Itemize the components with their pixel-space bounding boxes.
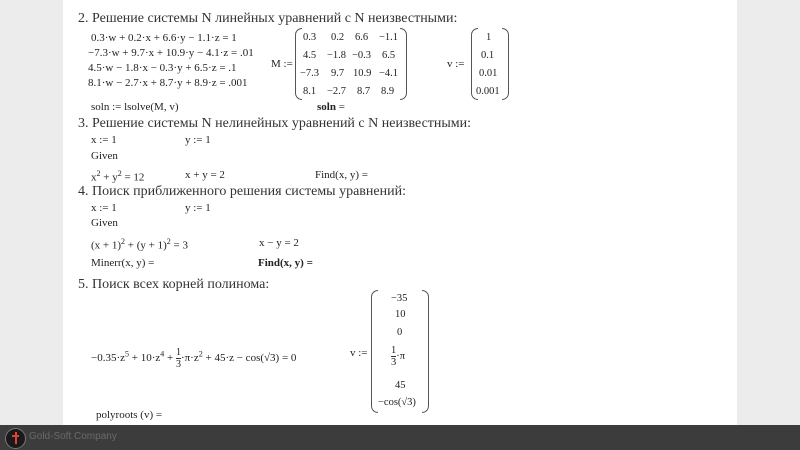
nl-given: Given: [91, 150, 118, 162]
matrix-cell: 8.7: [357, 86, 371, 97]
ap-y-init: y := 1: [185, 202, 211, 214]
vector-v-label: v :=: [447, 58, 465, 70]
matrix-cell: 6.6: [355, 32, 369, 43]
medical-cross-icon: [5, 428, 26, 449]
matrix-cell: 10.9: [353, 68, 372, 79]
matrix-cell: −2.7: [327, 86, 347, 97]
linear-eq-4: 8.1·w − 2.7·x + 8.7·y + 8.9·z = .001: [88, 77, 248, 89]
ap-eq1: $(x + 1)^2 + (y + 1)^2 = 3$: [91, 237, 188, 252]
vector-cell: 0.01: [479, 68, 498, 79]
matrix-cell: 0.3: [303, 32, 317, 43]
vector-cell: 1: [486, 32, 492, 43]
nl-y-init: y := 1: [185, 134, 211, 146]
poly-v-label: v :=: [350, 347, 368, 359]
poly-vector-v: [371, 290, 429, 413]
poly-vector-cell: −cos(√3): [378, 397, 416, 408]
nl-x-init: x := 1: [91, 134, 117, 146]
right-margin-band: [737, 0, 800, 450]
linear-eq-3: 4.5·w − 1.8·x − 0.3·y + 6.5·z = .1: [88, 62, 237, 74]
linear-eq-1: 0.3·w + 0.2·x + 6.6·y − 1.1·z = 1: [91, 32, 237, 44]
matrix-cell: 8.1: [303, 86, 317, 97]
ap-minerr: Minerr(x, y) =: [91, 257, 155, 269]
nl-eq1: $x^2 + y^2 = 12$: [91, 169, 145, 184]
poly-vector-cell: −35: [391, 293, 408, 304]
linear-eq-2: −7.3·w + 9.7·x + 10.9·y − 4.1·z = .01: [88, 47, 254, 59]
ap-eq2: x − y = 2: [259, 237, 299, 249]
matrix-cell: −1.1: [379, 32, 399, 43]
section-2-heading: 2. Решение системы N линейных уравнений с N неизвестными:: [78, 11, 458, 26]
matrix-cell: −4.1: [379, 68, 399, 79]
vector-v: [471, 28, 509, 100]
matrix-cell: 4.5: [303, 50, 317, 61]
nl-find: Find(x, y) =: [315, 169, 368, 181]
nl-eq2: x + y = 2: [185, 169, 225, 181]
footer-bar: [0, 425, 800, 450]
matrix-m: [295, 28, 407, 100]
section-4-heading: 4. Поиск приближенного решения системы уравнений:: [78, 184, 406, 199]
matrix-cell: −0.3: [352, 50, 372, 61]
ap-x-init: x := 1: [91, 202, 117, 214]
ap-find: Find(x, y) =: [258, 257, 313, 269]
soln-definition: soln := lsolve(M, v): [91, 101, 179, 113]
matrix-cell: 9.7: [331, 68, 345, 79]
poly-equation: $-0.35\cdot z^5 + 10\cdot z^4$ + $\frac{1}{3}$ $\cdot\pi\cdot z^2 + 45\cdot z - \cos(√3) = 0$: [91, 347, 297, 370]
matrix-cell: 0.2: [331, 32, 345, 43]
matrix-cell: 8.9: [381, 86, 395, 97]
poly-vector-frac-cell: $\frac{1}{3}$ ·π: [391, 345, 406, 368]
matrix-cell: 6.5: [382, 50, 396, 61]
vector-cell: 0.001: [476, 86, 500, 97]
section-5-heading: 5. Поиск всех корней полинома:: [78, 277, 270, 292]
vector-cell: 0.1: [481, 50, 495, 61]
poly-vector-cell: 45: [395, 380, 406, 391]
matrix-m-label: M :=: [271, 58, 293, 70]
matrix-cell: −7.3: [300, 68, 320, 79]
polyroots-eval: polyroots (v) =: [96, 409, 163, 421]
section-3-heading: 3. Решение системы N нелинейных уравнений с N неизвестными:: [78, 116, 472, 131]
soln-evaluation: soln =: [317, 101, 345, 113]
matrix-cell: −1.8: [327, 50, 347, 61]
poly-vector-cell: 10: [395, 309, 406, 320]
ap-given: Given: [91, 217, 118, 229]
poly-vector-cell: 0: [397, 327, 403, 338]
left-margin-band: [0, 0, 63, 450]
company-name: Gold-Soft Company: [29, 431, 117, 442]
